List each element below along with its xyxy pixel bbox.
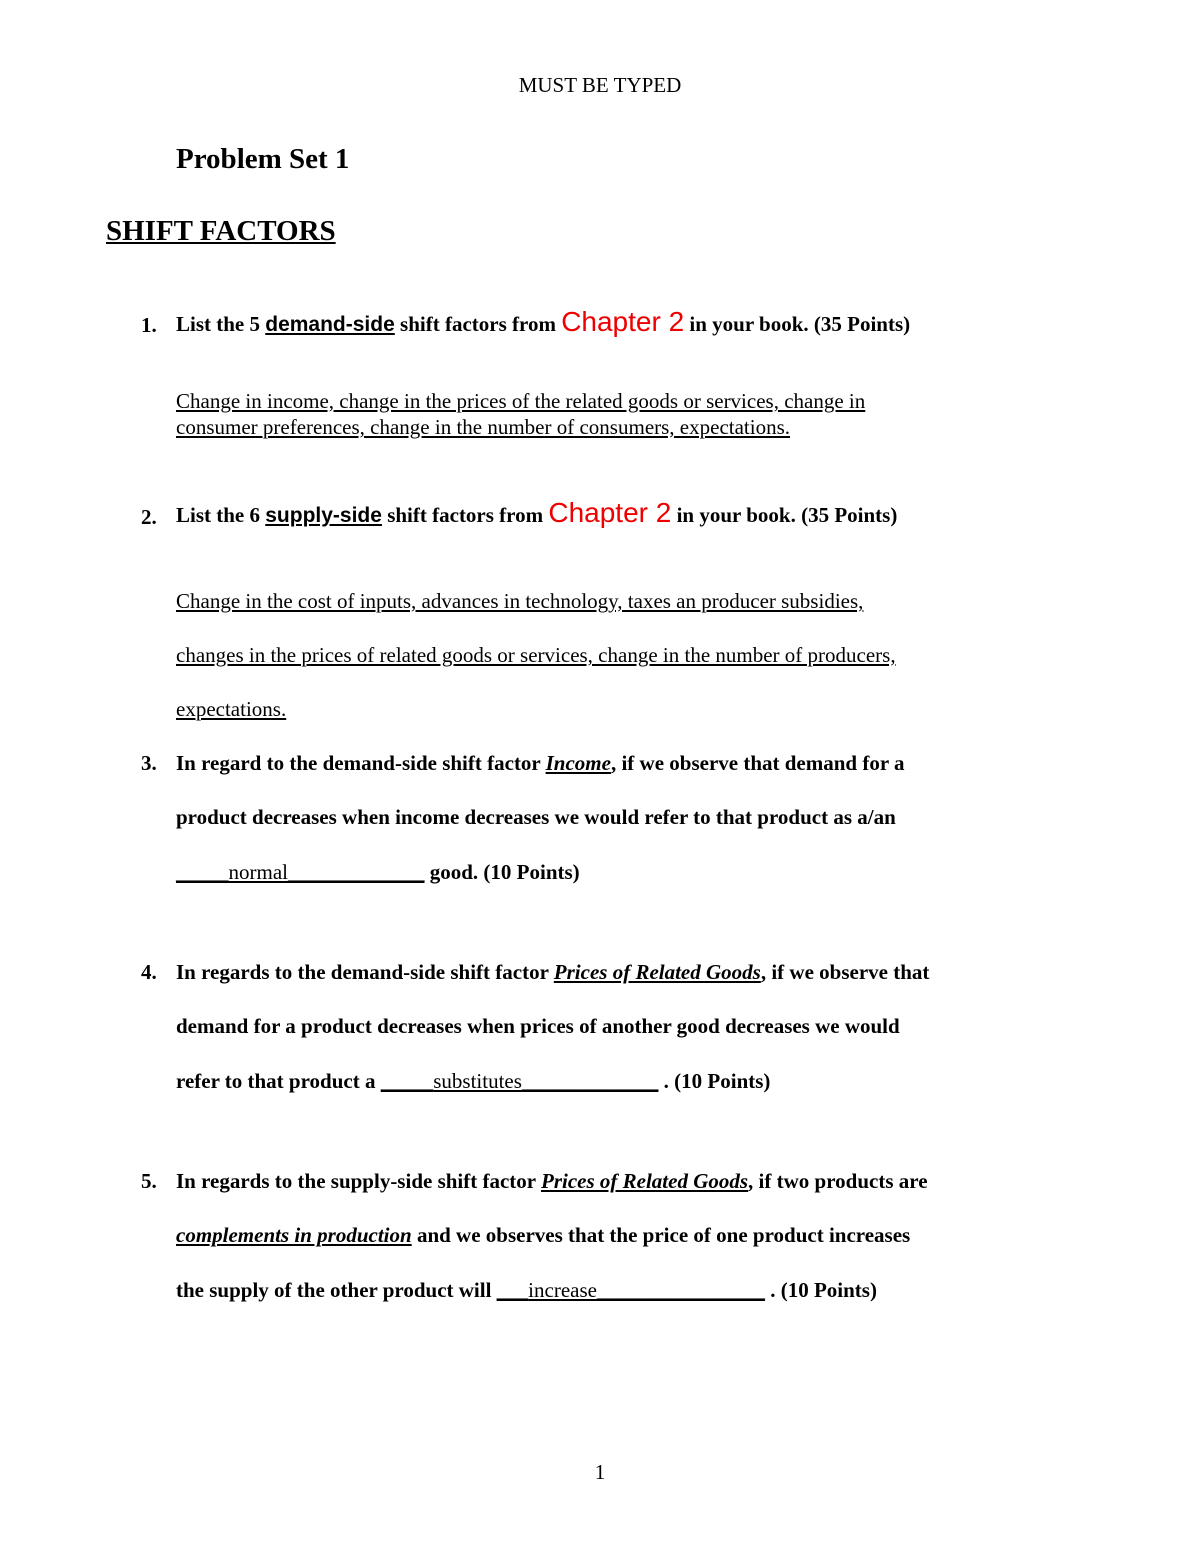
q1-pre: List the 5 bbox=[176, 312, 260, 336]
q2-chapter: Chapter 2 bbox=[548, 497, 672, 528]
q4-answer: substitutes bbox=[433, 1069, 522, 1093]
q4-line3-post: . (10 Points) bbox=[663, 1069, 771, 1093]
q1-chapter: Chapter 2 bbox=[561, 306, 685, 337]
question-4-line-2: demand for a product decreases when prices of another good decreases we would bbox=[176, 1014, 900, 1038]
q5-blank-pre: ___ bbox=[496, 1278, 529, 1302]
q3-blank-pre: _____ bbox=[176, 860, 229, 884]
q2-pre: List the 6 bbox=[176, 503, 260, 527]
question-1-number: 1. bbox=[141, 313, 157, 337]
question-2-text bbox=[176, 497, 897, 529]
q2-keyword: supply-side bbox=[265, 504, 382, 527]
q4-blank-post: _____________ bbox=[521, 1069, 659, 1093]
question-5-number: 5. bbox=[141, 1169, 157, 1193]
q5-blank-post: ________________ bbox=[596, 1278, 765, 1302]
header-note: MUST BE TYPED bbox=[518, 73, 682, 97]
question-3-line-2: product decreases when income decreases we would refer to that product as a/an bbox=[176, 805, 896, 829]
q4-blank-pre: _____ bbox=[380, 1069, 434, 1093]
q5-line3-post: . (10 Points) bbox=[770, 1278, 877, 1302]
question-2-number: 2. bbox=[141, 505, 157, 529]
q3-line1-post: , if we observe that demand for a bbox=[610, 751, 905, 775]
q5-line2-post: and we observes that the price of one product increases bbox=[416, 1223, 911, 1247]
question-4-number: 4. bbox=[141, 960, 157, 984]
q2-mid: shift factors from bbox=[387, 503, 544, 527]
question-5-line-2 bbox=[176, 1223, 910, 1248]
q5-answer: increase bbox=[528, 1278, 597, 1302]
q4-line1-pre: In regards to the demand-side shift factor bbox=[176, 960, 549, 984]
question-4-line-1 bbox=[176, 960, 929, 985]
question-4-line-3 bbox=[176, 1069, 770, 1094]
q3-keyword: Income bbox=[545, 751, 611, 775]
section-heading: SHIFT FACTORS bbox=[106, 215, 336, 247]
q3-line3-post: good. (10 Points) bbox=[429, 860, 580, 884]
q3-line1-pre: In regard to the demand-side shift factor bbox=[176, 751, 541, 775]
question-2-answer-line-3: expectations. bbox=[176, 697, 287, 721]
question-2-answer-line-1: Change in the cost of inputs, advances in technology, taxes an producer subsidies, bbox=[176, 589, 864, 613]
q2-post: in your book. (35 Points) bbox=[676, 503, 898, 527]
q4-line3-pre: refer to that product a bbox=[176, 1069, 376, 1093]
q5-keyword-2: complements in production bbox=[176, 1223, 412, 1247]
q5-keyword: Prices of Related Goods bbox=[541, 1169, 749, 1193]
page-title: Problem Set 1 bbox=[176, 143, 350, 175]
question-3-number: 3. bbox=[141, 751, 157, 775]
q1-keyword: demand-side bbox=[265, 313, 395, 336]
question-1-text bbox=[176, 306, 910, 338]
q1-mid: shift factors from bbox=[400, 312, 556, 336]
question-5-line-3 bbox=[176, 1278, 877, 1303]
q1-post: in your book. (35 Points) bbox=[689, 312, 911, 336]
q4-keyword: Prices of Related Goods bbox=[553, 960, 761, 984]
q4-line1-post: , if we observe that bbox=[760, 960, 930, 984]
question-3-line-1 bbox=[176, 751, 905, 776]
question-1-answer-line-2: consumer preferences, change in the number of consumers, expectations. bbox=[176, 415, 791, 439]
question-1-answer-line-1: Change in income, change in the prices of the related goods or services, change in bbox=[176, 389, 866, 413]
q5-line1-pre: In regards to the supply-side shift factor bbox=[176, 1169, 536, 1193]
q3-blank-post: _____________ bbox=[287, 860, 425, 884]
q3-answer: normal bbox=[228, 860, 288, 884]
page-number: 1 bbox=[594, 1460, 606, 1484]
question-3-line-3 bbox=[176, 860, 580, 885]
q5-line1-post: , if two products are bbox=[748, 1169, 928, 1193]
q5-line3-pre: the supply of the other product will bbox=[176, 1278, 492, 1302]
question-5-line-1 bbox=[176, 1169, 928, 1194]
question-2-answer-line-2: changes in the prices of related goods or services, change in the number of producers, bbox=[176, 643, 896, 667]
